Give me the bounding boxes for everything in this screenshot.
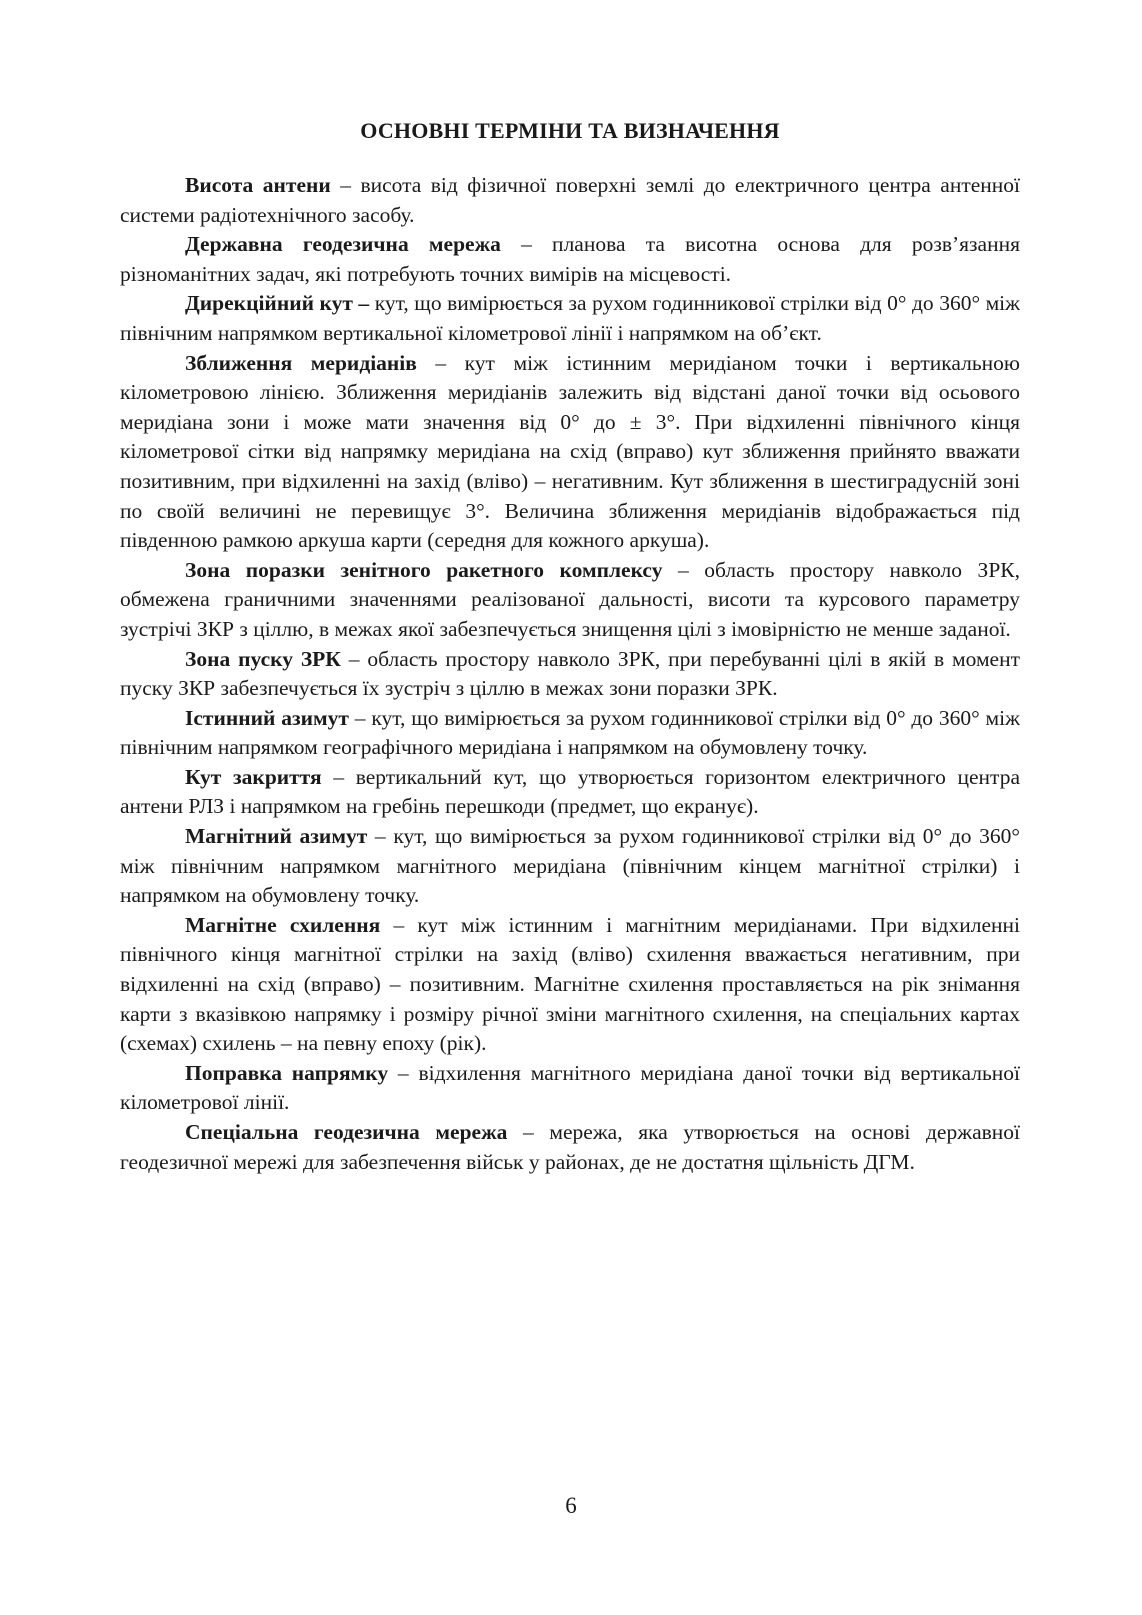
term-state-geodetic-network: [120, 230, 1020, 289]
term-definition: – планова та висотна основа для розв’язання різноманітних задач, які потребують точних вимірів на місцевості.: [120, 232, 1020, 286]
term-definition: – вертикальний кут, що утворюється горизонтом електричного центра антени РЛЗ і напрямком на гребінь перешкоди (предмет, що екранує).: [120, 764, 1020, 819]
term-definition: – відхилення магнітного меридіана даної точки від вертикальної кілометрової лінії.: [120, 1060, 1021, 1115]
term-name: Поправка напрямку: [185, 1060, 389, 1085]
term-sam-kill-zone: [120, 556, 1020, 645]
term-name: Спеціальна геодезична мережа: [185, 1120, 508, 1144]
term-name: Зона поразки зенітного ракетного комплексу: [185, 557, 663, 582]
term-antenna-height: [120, 171, 1020, 230]
term-name: Магнітне схилення: [185, 912, 381, 937]
term-name: Кут закриття: [185, 764, 322, 789]
term-magnetic-declination: [120, 911, 1020, 1059]
term-name: Висота антени: [185, 173, 331, 197]
term-name: Зближення меридіанів: [185, 350, 417, 375]
page-title: ОСНОВНІ ТЕРМІНИ ТА ВИЗНАЧЕННЯ: [360, 118, 780, 143]
term-definition: – кут між істинним і магнітним меридіанами. При відхиленні північного кінця магнітної стрілки на захід (вліво) схилення вважається негативним, при відхиленні на схід (вправо) – позитивним. Магнітне схилення проставляється на рік знімання карти з вказівкою напрямку і розміру річної зміни магнітного схилення, на спеціальних картах (схемах) схилень – на певну епоху (рік).: [120, 912, 1020, 1056]
term-definition: – кут між істинним меридіаном точки і вертикальною кілометровою лінією. Зближення меридіанів залежить від відстані даної точки від осьового меридіана зони і може мати значення від 0° до ± 3°. При відхиленні північного кінця кілометрової сітки від напрямку меридіана на схід (вправо) кут зближення прийнято вважати позитивним, при відхиленні на захід (вліво) – негативним. Кут зближення в шестиградусній зоні по своїй величині не перевищує 3°. Величина зближення меридіанів відображається під південною рамкою аркуша карти (середня для кожного аркуша).: [120, 350, 1020, 553]
term-meridian-convergence: [120, 349, 1020, 556]
term-definition: – мережа, яка утворюється на основі державної геодезичної мережі для забезпечення військ у районах, де не достатня щільність ДГМ.: [120, 1120, 1020, 1174]
document-page: [120, 118, 1020, 1177]
term-name: Дирекційний кут –: [185, 291, 370, 316]
term-name: Державна геодезична мережа: [185, 232, 501, 257]
term-definition: кут, що вимірюється за рухом годинникової стрілки від 0° до 360° між північним напрямком вертикальної кілометрової лінії і напрямком на об’єкт.: [120, 291, 1020, 345]
term-definition: – область простору навколо ЗРК, обмежена граничними значеннями реалізованої дальності, висоти та курсового параметру зустрічі ЗКР з ціллю, в межах якої забезпечується знищення цілі з імовірністю не менше заданої.: [120, 557, 1020, 641]
term-definition: – кут, що вимірюється за рухом годинникової стрілки від 0° до 360° між північним напрямком магнітного меридіана (північним кінцем магнітної стрілки) і напрямком на обумовлену точку.: [120, 824, 1020, 908]
term-definition: – кут, що вимірюється за рухом годинникової стрілки від 0° до 360° між північним напрямком географічного меридіана і напрямком на обумовлену точку.: [120, 705, 1020, 760]
term-sam-launch-zone: [120, 645, 1020, 704]
term-grid-azimuth: [120, 289, 1020, 348]
term-definition: – область простору навколо ЗРК, при перебуванні цілі в якій в момент пуску ЗКР забезпечується їх зустріч з ціллю в межах зони поразки ЗРК.: [120, 646, 1020, 701]
term-true-azimuth: [120, 704, 1020, 763]
term-name: Істинний азимут: [185, 705, 349, 730]
page-number: 6: [565, 1493, 577, 1518]
term-definition: – висота від фізичної поверхні землі до електричного центра антенної системи радіотехнічного засобу.: [120, 173, 1020, 227]
term-name: Магнітний азимут: [185, 824, 368, 849]
term-magnetic-azimuth: [120, 822, 1020, 911]
term-special-geodetic-network: [120, 1118, 1020, 1177]
term-masking-angle: [120, 763, 1020, 822]
term-name: Зона пуску ЗРК: [185, 646, 341, 671]
term-direction-correction: [120, 1059, 1020, 1118]
